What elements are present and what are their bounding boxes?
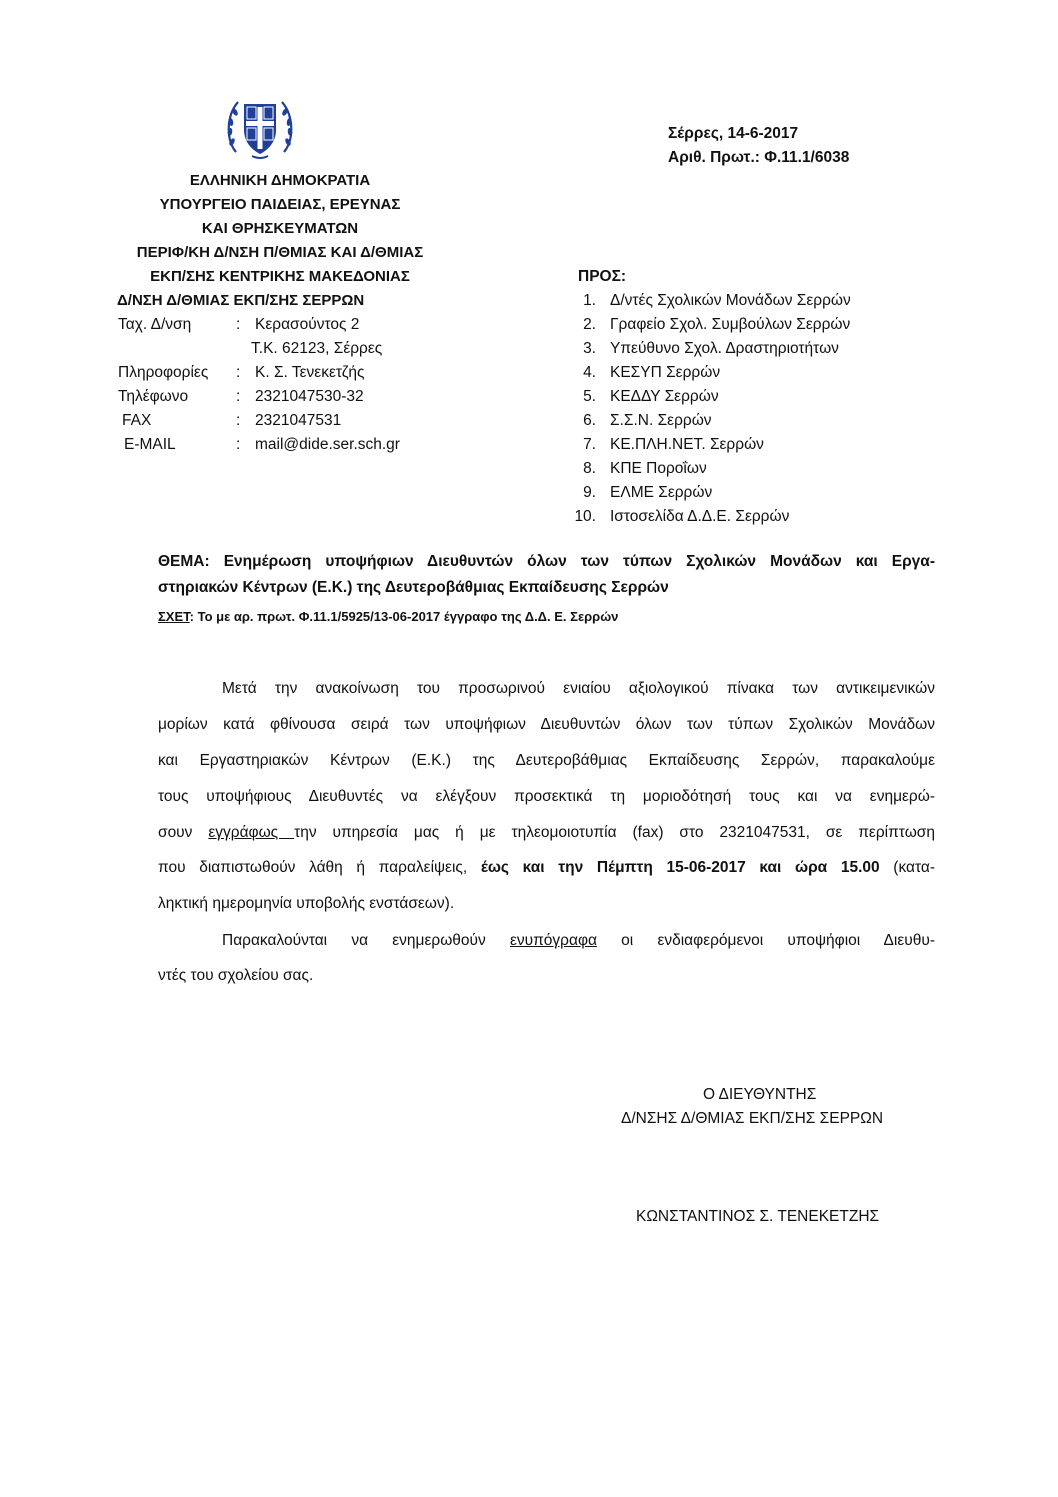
contact-value: Τ.Κ. 62123, Σέρρες (251, 340, 383, 357)
signatory-title: Ο ΔΙΕΥΘΥΝΤΗΣ (703, 1086, 817, 1103)
contact-label: Τηλέφωνο (118, 388, 189, 405)
issuer-line-1: ΕΛΛΗΝΙΚΗ ΔΗΜΟΚΡΑΤΙΑ (189, 172, 371, 189)
issuer-line-3: ΚΑΙ ΘΡΗΣΚΕΥΜΑΤΩΝ (201, 220, 359, 237)
contact-value: Κ. Σ. Τενεκετζής (255, 364, 365, 381)
subject-text: Ενημέρωση υποψήφιων Διευθυντών όλων των τύπων Σχολικών Μονάδων και Εργα- (223, 553, 935, 570)
subject-line-1 (158, 550, 935, 574)
contact-row (118, 409, 342, 433)
subject-label: ΘΕΜΑ: (158, 553, 210, 570)
issuer-line-4: ΠΕΡΙΦ/ΚΗ Δ/ΝΣΗ Π/ΘΜΙΑΣ ΚΑΙ Δ/ΘΜΙΑΣ (136, 244, 424, 261)
contact-sep: : (236, 388, 241, 405)
contact-sep: : (236, 436, 241, 453)
body-line: τους υποψήφιους Διευθυντές να ελέγξουν προσεκτικά τη μοριοδότησή τους και να ενημερώ- (158, 788, 935, 805)
recipient-item: 10. Ιστοσελίδα Δ.Δ.Ε. Σερρών (574, 508, 790, 525)
contact-value: Κερασούντος 2 (255, 316, 360, 333)
recipient-item: 3. Υπεύθυνο Σχολ. Δραστηριοτήτων (583, 340, 839, 357)
recipients-list (566, 289, 851, 529)
contact-row (118, 433, 400, 457)
contact-row (118, 361, 365, 385)
contact-row (118, 313, 360, 337)
body-line: σουν εγγράφως την υπηρεσία μας ή με τηλεομοιοτυπία (fax) στο 2321047531, σε περίπτωση (158, 824, 935, 841)
recipient-item: 8. ΚΠΕ Ποροΐων (583, 460, 707, 477)
emphasis-in-writing: εγγράφως (208, 824, 295, 841)
recipient-item: 7. ΚΕ.ΠΛΗ.ΝΕΤ. Σερρών (583, 436, 764, 453)
contact-label: Ταχ. Δ/νση (118, 316, 192, 333)
body-line: Παρακαλούνται να ενημερωθούν ενυπόγραφα οι ενδιαφερόμενοι υποψήφιοι Διευθυ- (222, 932, 935, 949)
contact-value: 2321047531 (255, 412, 342, 429)
related-label: ΣΧΕΤ (158, 609, 190, 624)
issuer-line-6: Δ/ΝΣΗ Δ/ΘΜΙΑΣ ΕΚΠ/ΣΗΣ ΣΕΡΡΩΝ (117, 292, 365, 309)
body-line: Μετά την ανακοίνωση του προσωρινού ενιαίου αξιολογικού πίνακα των αντικειμενικών (222, 680, 935, 697)
issuer-block (100, 169, 460, 289)
contact-value: 2321047530-32 (255, 388, 364, 405)
contact-sep: : (236, 316, 241, 333)
recipient-item: 6. Σ.Σ.Ν. Σερρών (583, 412, 712, 429)
recipient-item: 2. Γραφείο Σχολ. Συμβούλων Σερρών (583, 316, 851, 333)
contact-label: FAX (122, 412, 152, 429)
recipient-item: 5. ΚΕΔΔΥ Σερρών (583, 388, 719, 405)
body-line: ντές του σχολείου σας. (158, 967, 314, 984)
issuer-line-2: ΥΠΟΥΡΓΕΙΟ ΠΑΙΔΕΙΑΣ, ΕΡΕΥΝΑΣ (159, 196, 401, 213)
contact-block (118, 313, 400, 457)
contact-label: E-MAIL (124, 436, 176, 453)
contact-sep: : (236, 412, 241, 429)
recipient-item: 1. Δ/ντές Σχολικών Μονάδων Σερρών (583, 292, 851, 309)
body-line: που διαπιστωθούν λάθη ή παραλείψεις, έως και την Πέμπτη 15-06-2017 και ώρα 15.00 (κατα- (158, 859, 935, 876)
protocol-number: Αριθ. Πρωτ.: Φ.11.1/6038 (668, 149, 850, 166)
recipient-item: 4. ΚΕΣΥΠ Σερρών (583, 364, 721, 381)
related-text: : Το με αρ. πρωτ. Φ.11.1/5925/13-06-2017 έγγραφο της Δ.Δ. Ε. Σερρών (189, 609, 619, 624)
signatory-office: Δ/ΝΣΗΣ Δ/ΘΜΙΑΣ ΕΚΠ/ΣΗΣ ΣΕΡΡΩΝ (621, 1110, 884, 1127)
recipient-item: 9. ΕΛΜΕ Σερρών (583, 484, 713, 501)
signatory-name: ΚΩΝΣΤΑΝΤΙΝΟΣ Σ. ΤΕΝΕΚΕΤΖΗΣ (636, 1208, 880, 1225)
subject-line-2: στηριακών Κέντρων (Ε.Κ.) της Δευτεροβάθμιας Εκπαίδευσης Σερρών (158, 579, 669, 596)
deadline-text: έως και την Πέμπτη 15-06-2017 και ώρα 15.00 (480, 859, 880, 876)
contact-row (118, 385, 364, 409)
greek-coat-of-arms-icon (224, 94, 296, 162)
issuer-line-5: ΕΚΠ/ΣΗΣ ΚΕΝΤΡΙΚΗΣ ΜΑΚΕΔΟΝΙΑΣ (150, 268, 410, 285)
emphasis-signed: ενυπόγραφα (509, 932, 597, 949)
body-line: ληκτική ημερομηνία υποβολής ενστάσεων). (158, 895, 455, 912)
body-line: και Εργαστηριακών Κέντρων (Ε.Κ.) της Δευτεροβάθμιας Εκπαίδευσης Σερρών, παρακαλούμε (158, 752, 935, 769)
contact-label: Πληροφορίες (118, 364, 209, 381)
body-line: μορίων κατά φθίνουσα σειρά των υποψήφιων Διευθυντών όλων των τύπων Σχολικών Μονάδων (158, 716, 935, 733)
document-date: Σέρρες, 14-6-2017 (668, 125, 799, 142)
contact-value: mail@dide.ser.sch.gr (255, 436, 400, 453)
contact-sep: : (236, 364, 241, 381)
related-reference (158, 607, 618, 627)
recipients-heading: ΠΡΟΣ: (578, 268, 627, 285)
contact-row (118, 337, 383, 361)
